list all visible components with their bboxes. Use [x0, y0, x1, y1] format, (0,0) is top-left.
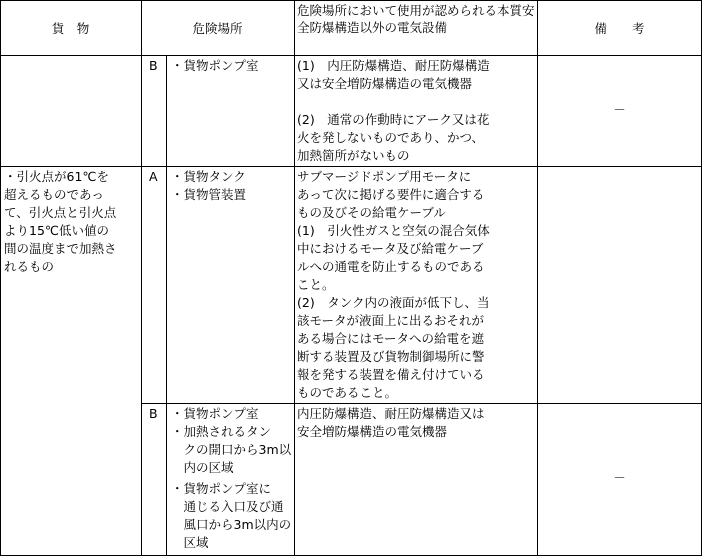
row2-grade: A [149, 169, 158, 184]
header-location: 危険場所 [192, 21, 243, 36]
cargo-line: 間の温度まで加熱さ [4, 241, 117, 256]
equipment-line: 安全増防爆構造の電気機器 [297, 424, 448, 439]
equipment-line: あって次に掲げる要件に適合する [297, 187, 485, 202]
table-border-top [0, 0, 702, 1]
equipment-line: こと。 [297, 277, 335, 292]
row3-location [171, 405, 291, 552]
header-bottom-line [0, 55, 702, 56]
equipment-line: 該モータが液面上に出るおそれが [297, 313, 485, 328]
equipment-line: ものであること。 [297, 385, 398, 400]
equipment-line: (2) タンク内の液面が低下し、当 [297, 295, 490, 310]
row2-equipment [297, 168, 490, 402]
equipment-line: 加熱箇所がないもの [297, 148, 410, 163]
equipment-line: ある場合にはモータへの給電を遮 [297, 331, 485, 346]
equipment-line: (1) 引火性ガスと空気の混合気体 [297, 223, 490, 238]
equipment-line: 又は安全増防爆構造の電気機器 [297, 76, 473, 91]
equipment-line: 火を発しないものであり、かつ、 [297, 130, 485, 145]
cargo-line: ・引火点が61℃を [4, 169, 109, 184]
location-item: 通じる入口及び通 [171, 499, 284, 514]
row2-cargo [4, 168, 117, 276]
equipment-line: もの及びその給電ケーブル [297, 205, 446, 220]
cargo-line: より15℃低い値の [4, 223, 109, 238]
equipment-line: (2) 通常の作動時にアーク又は花 [297, 112, 490, 127]
location-item: 内の区域 [171, 460, 234, 475]
equipment-line: 報を発する装置を備え付けている [297, 367, 485, 382]
location-item: ・貨物タンク [171, 169, 246, 184]
row1-location-item: ・貨物ポンプ室 [171, 58, 259, 73]
header-equipment: 危険場所において使用が認められる本質安全防爆構造以外の電気設備 [297, 3, 535, 35]
row3-grade: B [149, 406, 158, 421]
table-border-left [0, 0, 1, 556]
header-remarks: 備 考 [594, 21, 645, 36]
location-item: ・貨物ポンプ室に [171, 481, 272, 496]
equipment-line: 中におけるモータ及び給電ケーブ [297, 241, 484, 256]
header-cargo: 貨 物 [51, 21, 90, 36]
equipment-line: サブマージドポンプ用モータに [297, 169, 472, 184]
equipment-line-blank [297, 93, 490, 111]
row3-equipment [297, 405, 485, 441]
cargo-line: 超えるものであっ [4, 187, 104, 202]
cargo-line: れるもの [4, 259, 55, 274]
equipment-line: 断する装置及び貨物制御場所に警 [297, 349, 485, 364]
row1-bottom-line [0, 166, 702, 167]
equipment-line: (1) 内圧防爆構造、耐圧防爆構造 [297, 58, 490, 73]
row2-bottom-line [141, 403, 702, 404]
location-item: 区域 [171, 535, 209, 550]
row1-grade: B [149, 58, 158, 73]
location-item: ・加熱されるタン [171, 424, 272, 439]
location-item: ・貨物ポンプ室 [171, 406, 259, 421]
location-item: 風口から3m以内の [171, 517, 292, 532]
row3-remarks: － [613, 470, 626, 485]
col-grade-right [166, 55, 167, 556]
equipment-line: ルへの通電を防止するものである [297, 259, 485, 274]
location-item: クの開口から3m以 [171, 442, 292, 457]
row1-equipment [297, 57, 490, 165]
col-location-right [294, 0, 295, 556]
row1-remarks: － [613, 102, 626, 117]
cargo-line: て、引火点と引火点 [4, 205, 117, 220]
row2-location [171, 168, 246, 204]
col-cargo-right [141, 0, 142, 556]
equipment-line: 内圧防爆構造、耐圧防爆構造又は [297, 406, 485, 421]
location-item: ・貨物管装置 [171, 187, 247, 202]
